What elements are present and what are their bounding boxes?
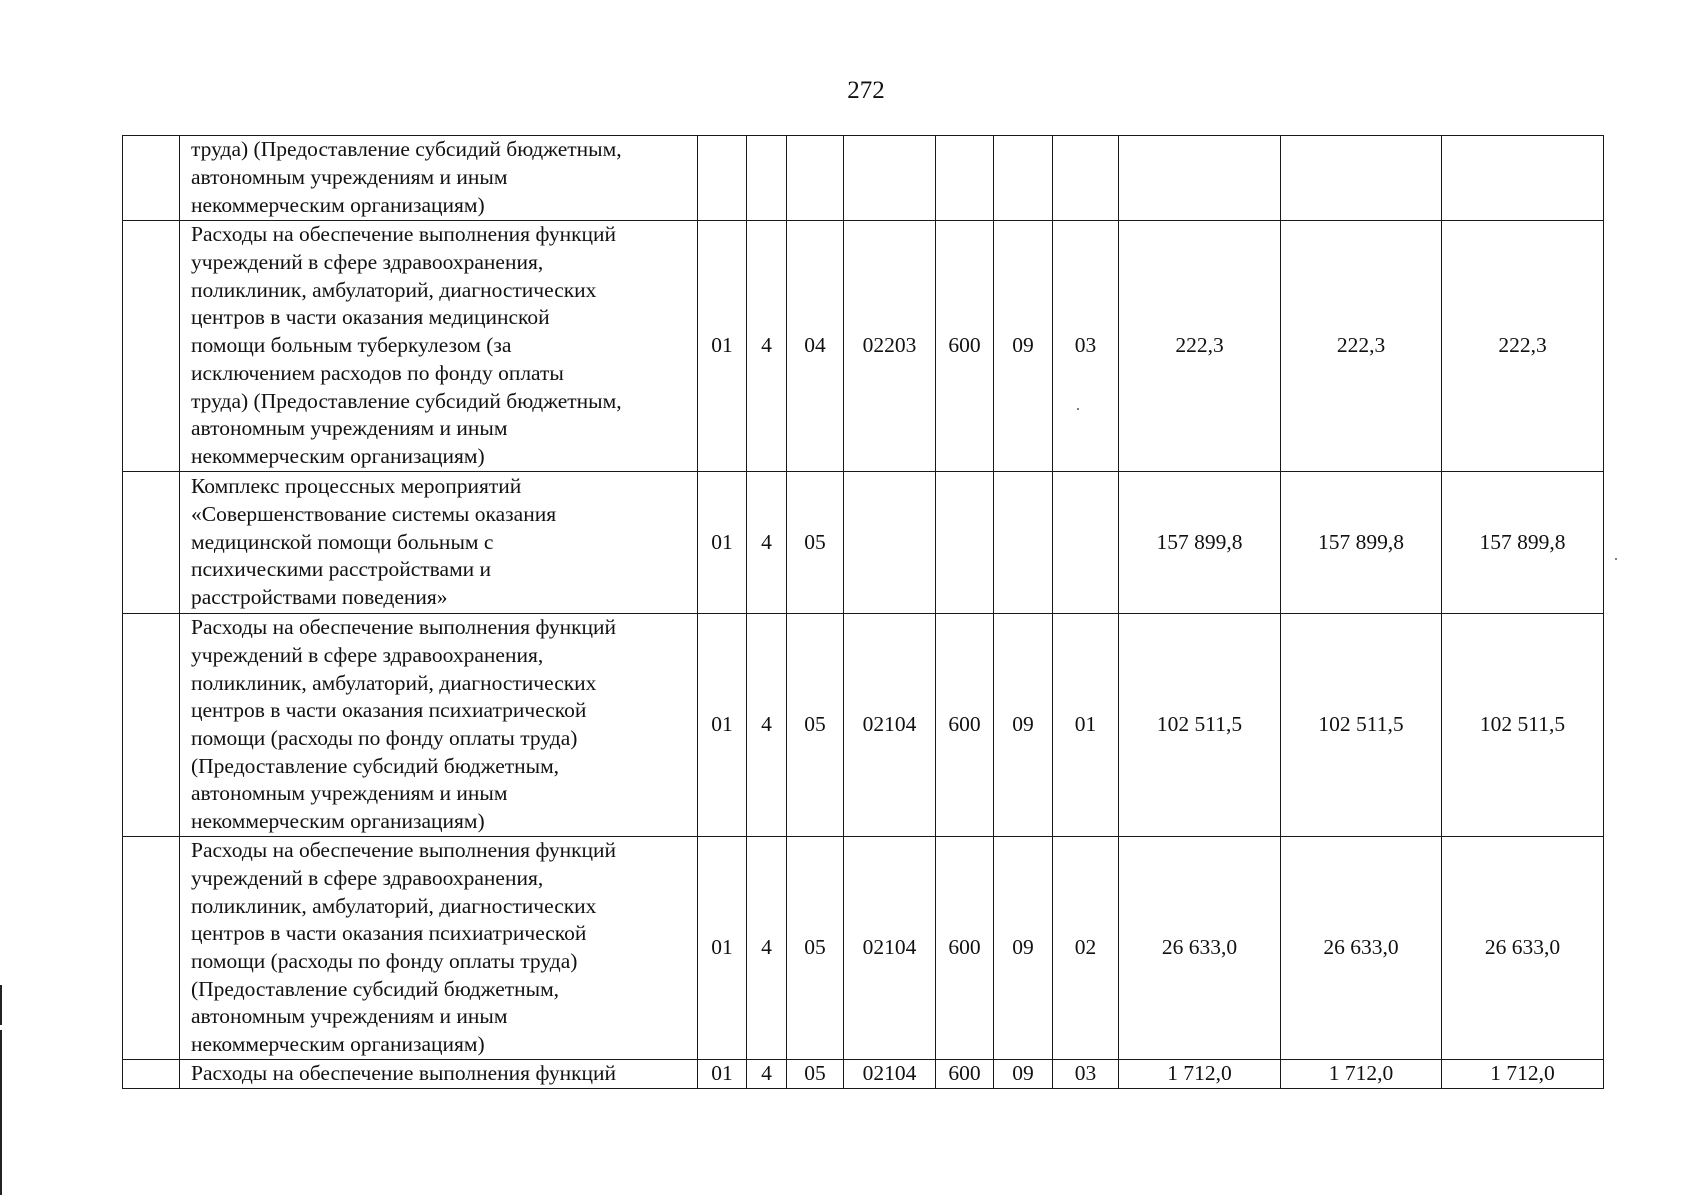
scan-edge-line [0, 985, 2, 1025]
code-cell [936, 472, 994, 614]
description-cell: Расходы на обеспечение выполнения функций учреждений в сфере здравоохранения, поликлиник, амбулаторий, диагностических центров в части оказания психиатрической помощи (расходы по фонду оплаты труда) (Предоставление субсидий бюджетным, автономным учреждениям и иным некоммерческим организациям) [180, 614, 698, 837]
amount-cell [1281, 136, 1442, 221]
code-cell [698, 136, 747, 221]
row-number-cell [123, 136, 180, 221]
code-cell: 01 [1053, 614, 1119, 837]
code-cell: 03 [1053, 221, 1119, 472]
code-cell: 600 [936, 1060, 994, 1089]
row-number-cell [123, 614, 180, 837]
row-number-cell [123, 837, 180, 1060]
code-cell: 03 [1053, 1060, 1119, 1089]
code-cell [787, 136, 844, 221]
description-cell: труда) (Предоставление субсидий бюджетным, автономным учреждениям и иным некоммерческим организациям) [180, 136, 698, 221]
scan-edge-line [0, 1030, 2, 1195]
code-cell: 09 [994, 837, 1053, 1060]
amount-cell: 102 511,5 [1442, 614, 1604, 837]
amount-cell [1119, 136, 1281, 221]
amount-cell: 26 633,0 [1281, 837, 1442, 1060]
amount-cell: 157 899,8 [1281, 472, 1442, 614]
description-cell: Комплекс процессных мероприятий «Совершенствование системы оказания медицинской помощи больным с психическими расстройствами и расстройствами поведения» [180, 472, 698, 614]
code-cell: 4 [747, 614, 787, 837]
code-cell [994, 472, 1053, 614]
table-row [123, 136, 1604, 221]
code-cell [936, 136, 994, 221]
row-number-cell [123, 472, 180, 614]
code-cell [747, 136, 787, 221]
scan-speck [1615, 558, 1617, 560]
code-cell [1053, 136, 1119, 221]
code-cell: 600 [936, 221, 994, 472]
code-cell [994, 136, 1053, 221]
code-cell: 09 [994, 614, 1053, 837]
amount-cell: 222,3 [1119, 221, 1281, 472]
code-cell: 09 [994, 221, 1053, 472]
code-cell: 05 [787, 614, 844, 837]
budget-table [122, 135, 1604, 1089]
table-row [123, 1060, 1604, 1089]
code-cell: 01 [698, 614, 747, 837]
description-cell: Расходы на обеспечение выполнения функций учреждений в сфере здравоохранения, поликлиник, амбулаторий, диагностических центров в части оказания психиатрической помощи (расходы по фонду оплаты труда) (Предоставление субсидий бюджетным, автономным учреждениям и иным некоммерческим организациям) [180, 837, 698, 1060]
code-cell: 4 [747, 1060, 787, 1089]
code-cell: 02104 [844, 837, 936, 1060]
amount-cell: 157 899,8 [1442, 472, 1604, 614]
page-number: 272 [847, 77, 885, 104]
code-cell: 01 [698, 1060, 747, 1089]
code-cell: 04 [787, 221, 844, 472]
code-cell: 600 [936, 614, 994, 837]
scan-speck [1077, 408, 1079, 410]
amount-cell: 102 511,5 [1119, 614, 1281, 837]
code-cell: 02104 [844, 1060, 936, 1089]
code-cell: 01 [698, 472, 747, 614]
table-row [123, 837, 1604, 1060]
code-cell: 01 [698, 837, 747, 1060]
description-cell: Расходы на обеспечение выполнения функций [180, 1060, 698, 1089]
code-cell: 05 [787, 472, 844, 614]
code-cell [844, 136, 936, 221]
amount-cell: 1 712,0 [1442, 1060, 1604, 1089]
amount-cell: 222,3 [1442, 221, 1604, 472]
description-cell: Расходы на обеспечение выполнения функций учреждений в сфере здравоохранения, поликлиник, амбулаторий, диагностических центров в части оказания медицинской помощи больным туберкулезом (за исключением расходов по фонду оплаты труда) (Предоставление субсидий бюджетным, автономным учреждениям и иным некоммерческим организациям) [180, 221, 698, 472]
code-cell: 4 [747, 837, 787, 1060]
code-cell [844, 472, 936, 614]
code-cell [1053, 472, 1119, 614]
code-cell: 05 [787, 837, 844, 1060]
table-row [123, 614, 1604, 837]
amount-cell: 157 899,8 [1119, 472, 1281, 614]
amount-cell: 222,3 [1281, 221, 1442, 472]
amount-cell: 1 712,0 [1281, 1060, 1442, 1089]
amount-cell: 26 633,0 [1119, 837, 1281, 1060]
amount-cell: 26 633,0 [1442, 837, 1604, 1060]
table-row [123, 472, 1604, 614]
code-cell: 02203 [844, 221, 936, 472]
row-number-cell [123, 221, 180, 472]
code-cell: 4 [747, 472, 787, 614]
code-cell: 05 [787, 1060, 844, 1089]
table-row [123, 221, 1604, 472]
code-cell: 4 [747, 221, 787, 472]
amount-cell: 1 712,0 [1119, 1060, 1281, 1089]
code-cell: 600 [936, 837, 994, 1060]
row-number-cell [123, 1060, 180, 1089]
code-cell: 09 [994, 1060, 1053, 1089]
amount-cell: 102 511,5 [1281, 614, 1442, 837]
code-cell: 02 [1053, 837, 1119, 1060]
code-cell: 01 [698, 221, 747, 472]
code-cell: 02104 [844, 614, 936, 837]
amount-cell [1442, 136, 1604, 221]
